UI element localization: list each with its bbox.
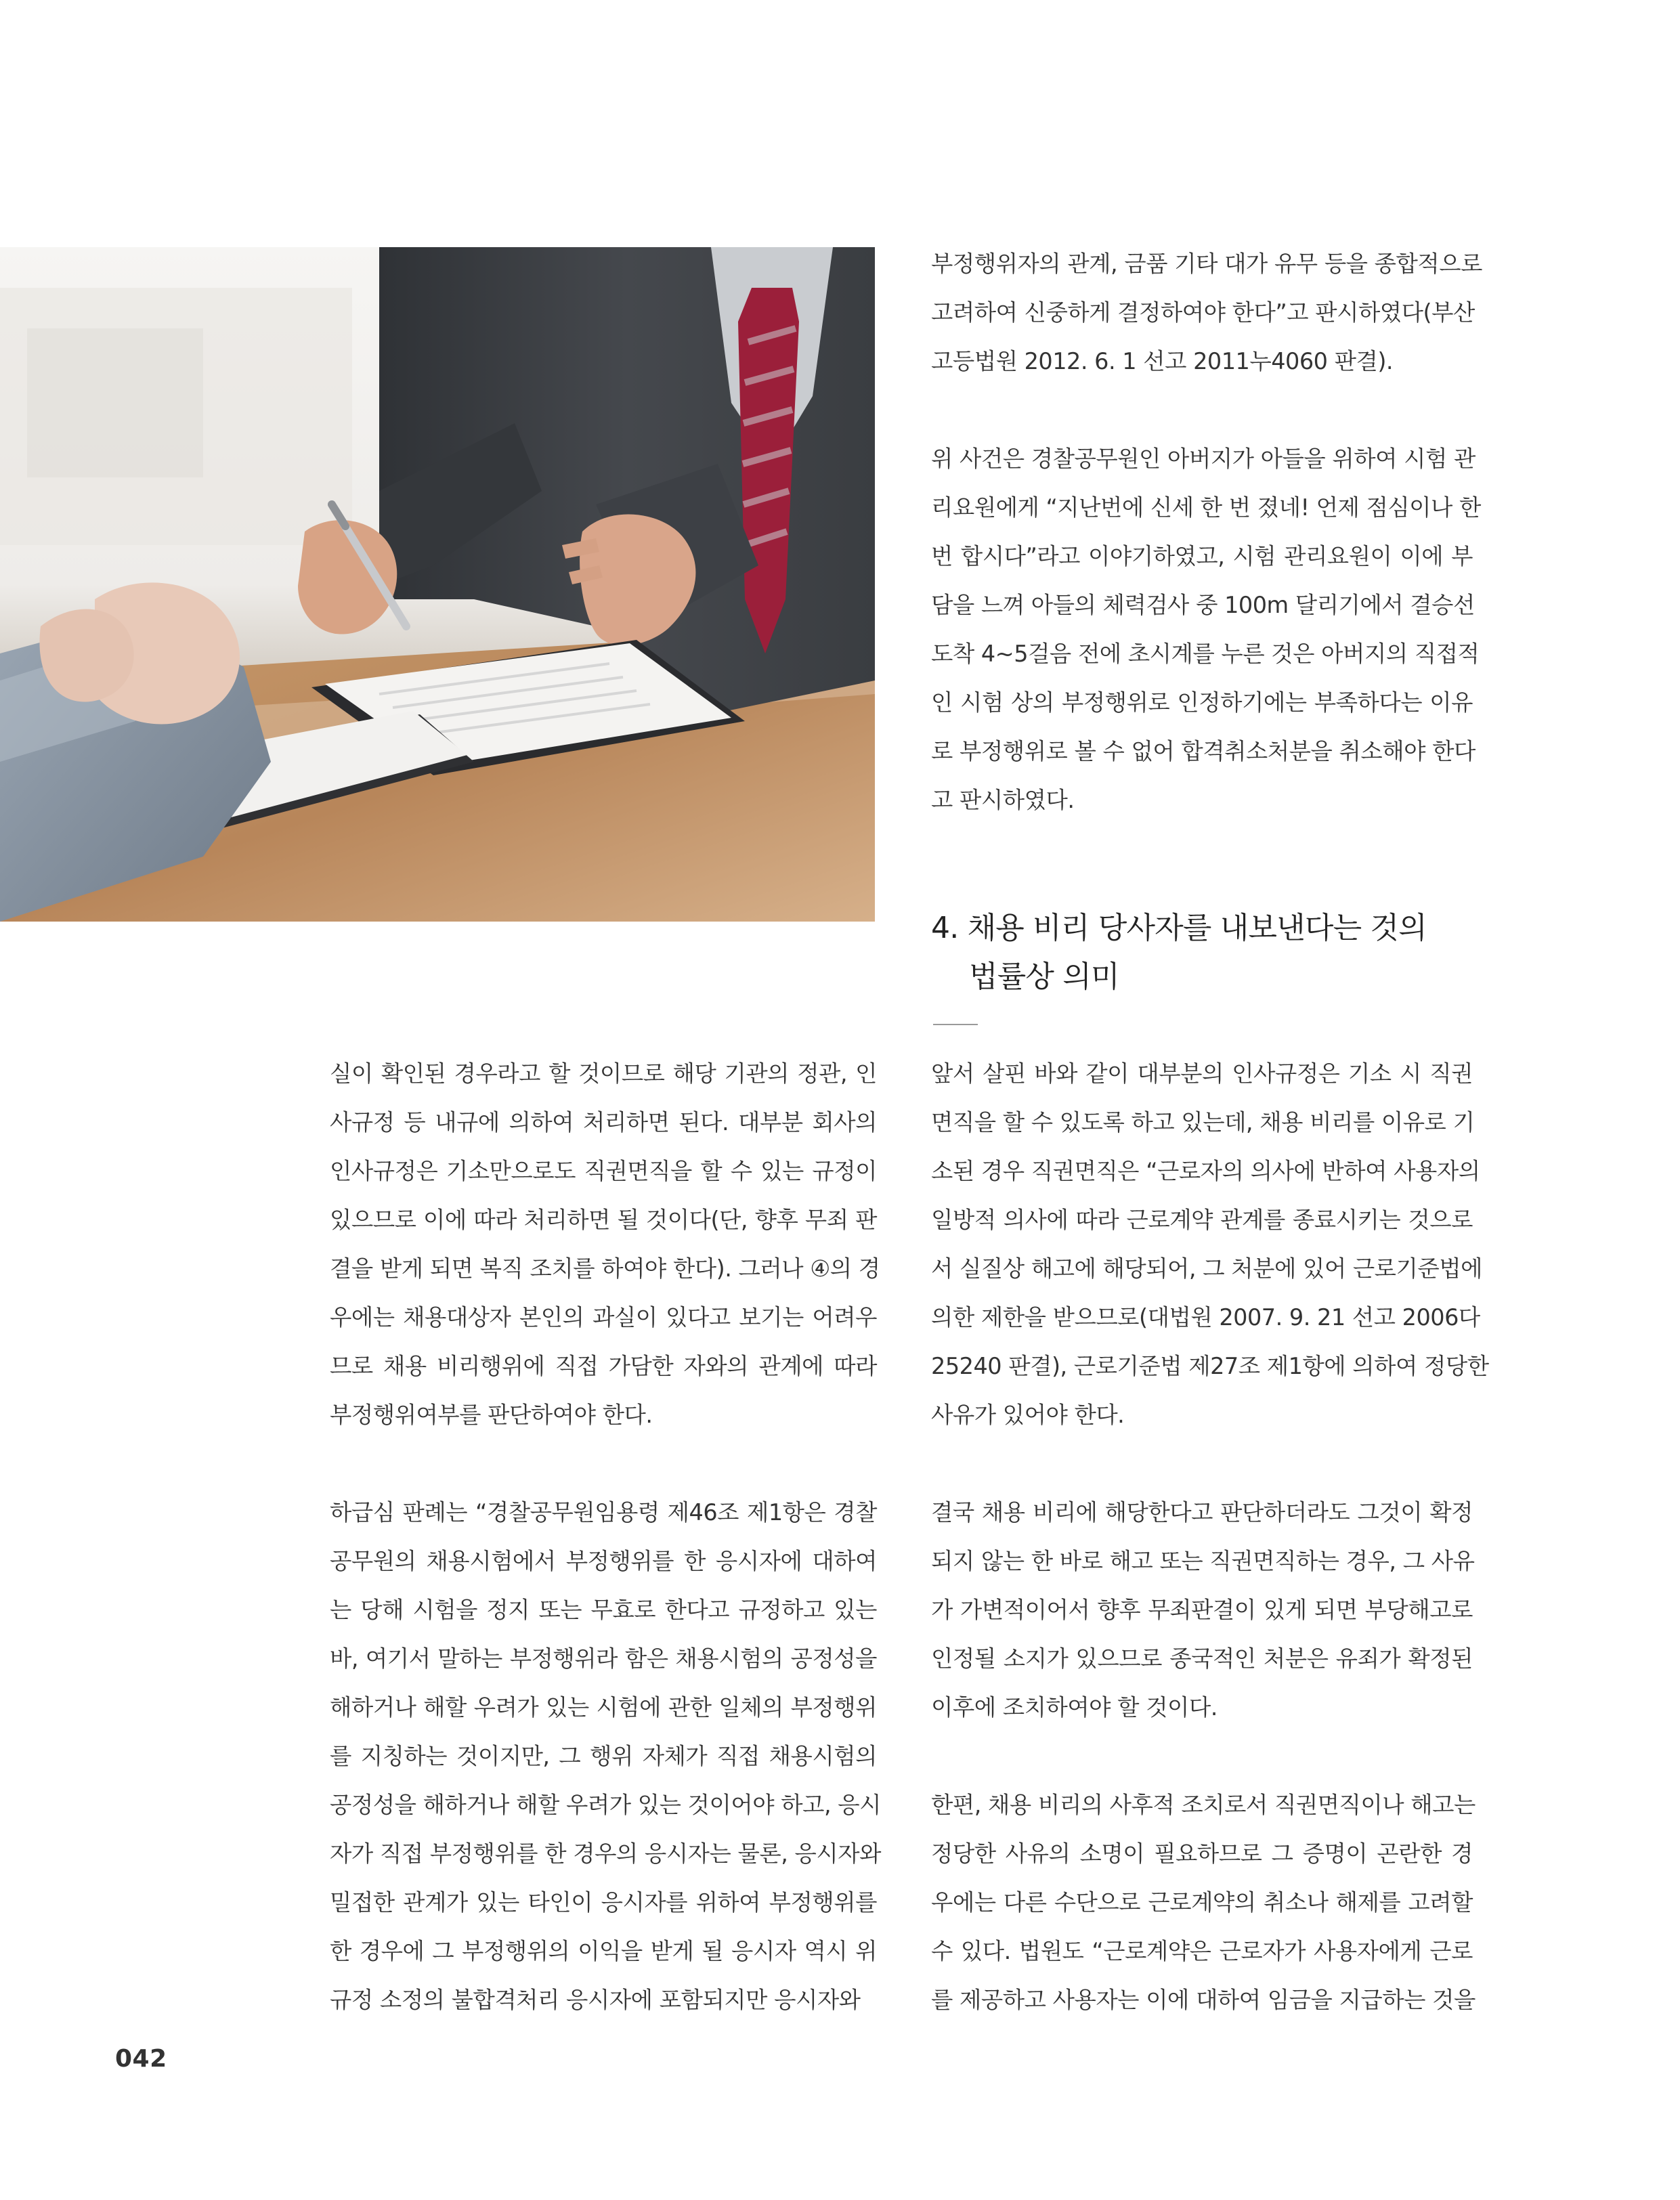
section-heading-line-2: 법률상 의미 (969, 959, 1119, 994)
text-line: 일방적 의사에 따라 근로계약 관계를 종료시키는 것으로 (931, 1207, 1473, 1233)
text-line: 는 당해 시험을 정지 또는 무효로 한다고 규정하고 있는 (330, 1597, 877, 1623)
text-line: 정당한 사유의 소명이 필요하므로 그 증명이 곤란한 경 (931, 1840, 1473, 1867)
text-line: 실이 확인된 경우라고 할 것이므로 해당 기관의 정관, 인 (330, 1060, 877, 1087)
text-line: 를 제공하고 사용자는 이에 대하여 임금을 지급하는 것을 (931, 1987, 1476, 2013)
text-line: 번 합시다”라고 이야기하였고, 시험 관리요원이 이에 부 (931, 543, 1473, 569)
text-line: 부정행위여부를 판단하여야 한다. (330, 1402, 653, 1428)
business-meeting-photo (0, 247, 875, 922)
text-line: 바, 여기서 말하는 부정행위라 함은 채용시험의 공정성을 (330, 1645, 877, 1672)
text-line: 리요원에게 “지난번에 신세 한 번 졌네! 언제 점심이나 한 (931, 494, 1481, 521)
text-line: 자가 직접 부정행위를 한 경우의 응시자는 물론, 응시자와 (330, 1840, 881, 1867)
text-line: 있으므로 이에 따라 처리하면 될 것이다(단, 향후 무죄 판 (330, 1207, 877, 1233)
text-line: 고등법원 2012. 6. 1 선고 2011누4060 판결). (931, 348, 1394, 374)
text-line: 의한 제한을 받으므로(대법원 2007. 9. 21 선고 2006다 (931, 1304, 1480, 1331)
section-heading (931, 904, 1486, 1001)
text-line: 결국 채용 비리에 해당한다고 판단하더라도 그것이 확정 (931, 1499, 1473, 1526)
text-line: 므로 채용 비리행위에 직접 가담한 자와의 관계에 따라 (330, 1353, 877, 1379)
paragraph (931, 1050, 1489, 1440)
paragraph (931, 1488, 1473, 1732)
text-line: 인 시험 상의 부정행위로 인정하기에는 부족하다는 이유 (931, 689, 1473, 716)
text-line: 사규정 등 내규에 의하여 처리하면 된다. 대부분 회사의 (330, 1109, 877, 1136)
text-line: 고 판시하였다. (931, 787, 1075, 813)
paragraph (931, 1781, 1476, 2025)
text-line: 한편, 채용 비리의 사후적 조치로서 직권면직이나 해고는 (931, 1792, 1476, 1818)
text-line: 우에는 다른 수단으로 근로계약의 취소나 해제를 고려할 (931, 1889, 1473, 1916)
right-column-top (931, 240, 1482, 825)
text-line: 서 실질상 해고에 해당되어, 그 처분에 있어 근로기준법에 (931, 1255, 1482, 1282)
paragraph (931, 240, 1482, 386)
text-line: 인사규정은 기소만으로도 직권면직을 할 수 있는 규정이 (330, 1158, 877, 1184)
right-column-bottom (931, 1050, 1489, 2025)
heading-underline (933, 1024, 978, 1025)
text-line: 고려하여 신중하게 결정하여야 한다”고 판시하였다(부산 (931, 299, 1475, 326)
text-line: 인정될 소지가 있으므로 종국적인 처분은 유죄가 확정된 (931, 1645, 1473, 1672)
text-line: 로 부정행위로 볼 수 없어 합격취소처분을 취소해야 한다 (931, 738, 1476, 764)
text-line: 공무원의 채용시험에서 부정행위를 한 응시자에 대하여 (330, 1548, 877, 1574)
text-line: 결을 받게 되면 복직 조치를 하여야 한다). 그러나 ④의 경 (330, 1255, 880, 1282)
text-line: 공정성을 해하거나 해할 우려가 있는 것이어야 하고, 응시 (330, 1792, 881, 1818)
text-line: 면직을 할 수 있도록 하고 있는데, 채용 비리를 이유로 기 (931, 1109, 1475, 1136)
paragraph (330, 1488, 881, 2025)
text-line: 도착 4~5걸음 전에 초시계를 누른 것은 아버지의 직접적 (931, 641, 1480, 667)
text-line: 밀접한 관계가 있는 타인이 응시자를 위하여 부정행위를 (330, 1889, 877, 1916)
text-line: 소된 경우 직권면직은 “근로자의 의사에 반하여 사용자의 (931, 1158, 1480, 1184)
text-line: 되지 않는 한 바로 해고 또는 직권면직하는 경우, 그 사유 (931, 1548, 1475, 1574)
text-line: 담을 느껴 아들의 체력검사 중 100m 달리기에서 결승선 (931, 592, 1475, 618)
photo-illustration (0, 247, 875, 922)
text-line: 해하거나 해할 우려가 있는 시험에 관한 일체의 부정행위 (330, 1694, 877, 1721)
text-line: 규정 소정의 불합격처리 응시자에 포함되지만 응시자와 (330, 1987, 861, 2013)
text-line: 위 사건은 경찰공무원인 아버지가 아들을 위하여 시험 관 (931, 446, 1476, 472)
text-line: 앞서 살핀 바와 같이 대부분의 인사규정은 기소 시 직권 (931, 1060, 1473, 1087)
section-heading-line-1: 4. 채용 비리 당사자를 내보낸다는 것의 (931, 911, 1427, 945)
left-column-bottom (330, 1050, 881, 2025)
text-line: 우에는 채용대상자 본인의 과실이 있다고 보기는 어려우 (330, 1304, 877, 1331)
text-line: 가 가변적이어서 향후 무죄판결이 있게 되면 부당해고로 (931, 1597, 1473, 1623)
paragraph (330, 1050, 880, 1440)
paragraph (931, 435, 1481, 825)
text-line: 이후에 조치하여야 할 것이다. (931, 1694, 1218, 1721)
text-line: 를 지칭하는 것이지만, 그 행위 자체가 직접 채용시험의 (330, 1743, 877, 1769)
text-line: 하급심 판례는 “경찰공무원임용령 제46조 제1항은 경찰 (330, 1499, 877, 1526)
page-number: 042 (115, 2045, 167, 2073)
text-line: 수 있다. 법원도 “근로계약은 근로자가 사용자에게 근로 (931, 1938, 1473, 1964)
text-line: 부정행위자의 관계, 금품 기타 대가 유무 등을 종합적으로 (931, 251, 1482, 277)
text-line: 25240 판결), 근로기준법 제27조 제1항에 의하여 정당한 (931, 1353, 1489, 1379)
text-line: 한 경우에 그 부정행위의 이익을 받게 될 응시자 역시 위 (330, 1938, 877, 1964)
text-line: 사유가 있어야 한다. (931, 1402, 1125, 1428)
